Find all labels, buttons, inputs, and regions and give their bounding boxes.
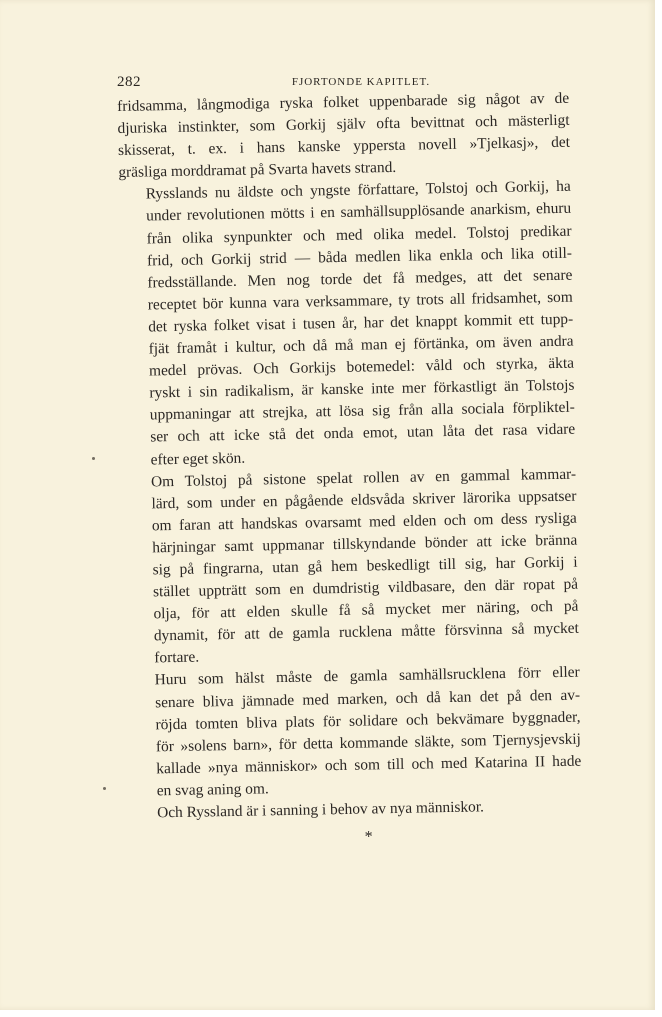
text-line: under revolutionen mötts i en samhällsupplösande anarkism, ehuru bbox=[146, 200, 572, 225]
text-line: Och Ryssland är i sanning i behov av nya människor. bbox=[156, 798, 485, 822]
text-line: härjningar samt uppmanar tillskyndande bönder att icke bränna bbox=[152, 531, 578, 557]
page-margin-right bbox=[655, 0, 662, 1017]
paper-speck bbox=[92, 457, 95, 460]
text-line: fjät framåt i kultur, och då må man ej förtänka, om även andra bbox=[148, 332, 574, 358]
paragraph bbox=[124, 463, 580, 670]
text-line: skisserat, t. ex. i hans kanske yppersta novell »Tjelkasj», det bbox=[117, 133, 571, 160]
paragraph bbox=[128, 662, 582, 803]
text-line: receptet bör kunna vara verksammare, ty trots all fridsamhet, som bbox=[147, 288, 573, 314]
text-line: ryskt i sin radikalism, är kanske inte mer förkastligt än Tolstojs bbox=[149, 376, 575, 402]
text-line: det ryska folket visat i tusen år, har det knappt kommit ett tupp- bbox=[148, 310, 574, 336]
text-line: dynamit, för att de gamla rucklena måtte försvinna så mycket bbox=[153, 619, 579, 645]
paper-speck bbox=[103, 787, 106, 790]
text-line: Om Tolstoj på sistone spelat rollen av en gammal kammar- bbox=[150, 465, 577, 491]
text-line: olja, för att elden skulle få så mycket mer näring, och på bbox=[153, 597, 579, 623]
text-line: en svag aning om. bbox=[156, 780, 269, 800]
text-line: uppmaningar att strejka, att lösa sig från alla sociala förpliktel- bbox=[149, 398, 575, 424]
text-line: om faran att handskas ovarsamt med elden och om dess rysliga bbox=[151, 509, 577, 535]
text-line: medel prövas. Och Gorkijs botemedel: våld och styrka, äkta bbox=[148, 354, 575, 380]
text-line: efter eget skön. bbox=[150, 449, 246, 468]
text-line: Rysslands nu äldste och yngste författare, Tolstoj och Gorkij, ha bbox=[145, 178, 571, 203]
page-number: 282 bbox=[117, 74, 141, 90]
text-line: röjda tomten bliva plats för solidare och bekvämare byggnader, bbox=[155, 708, 581, 734]
text-line: för »solens barn», för detta kommande släkte, som Tjernysjevskij bbox=[155, 730, 582, 756]
text-line: senare bliva jämnade med marken, och då kan det på den av- bbox=[154, 686, 581, 711]
text-line: djuriska instinkter, som Gorkij själv ofta bevittnat och mästerligt bbox=[117, 111, 570, 138]
paragraph bbox=[117, 88, 571, 185]
text-line: sig på fingrarna, utan gå hem beskedligt till sig, har Gorkij i bbox=[152, 553, 578, 579]
text-line: stället uppträtt som en dumdristig vildbasare, den där ropat på bbox=[152, 575, 579, 601]
body-text bbox=[117, 88, 583, 853]
text-line: gräsliga morddramat på Svarta havets strand. bbox=[118, 159, 397, 182]
text-line: från olika synpunkter och med olika medel. Tolstoj predikar bbox=[146, 222, 572, 248]
text-line: fortare. bbox=[154, 648, 200, 667]
text-line: Huru som hälst måste de gamla samhällsrucklena förr eller bbox=[154, 664, 580, 689]
text-line: fredsställande. Men nog torde det få medges, att det senare bbox=[147, 266, 573, 292]
text-line: frid, och Gorkij strid — båda medlen lika enkla och lika otill- bbox=[146, 244, 573, 270]
page-margin-bottom bbox=[0, 1010, 662, 1017]
text-line: fridsamma, långmodiga ryska folket uppenbarade sig något av de bbox=[117, 89, 570, 115]
section-separator: * bbox=[364, 828, 373, 846]
text-line: ser och att icke stå det onda emot, utan låta det rasa vidare bbox=[150, 421, 576, 446]
paragraph bbox=[119, 176, 576, 471]
text-line: lärd, som under en pågående eldsvåda skriver lärorika uppsatser bbox=[151, 487, 577, 513]
running-title: FJORTONDE KAPITLET. bbox=[291, 76, 431, 88]
text-line: kallade »nya människor» och som till och med Katarina II hade bbox=[156, 752, 582, 778]
